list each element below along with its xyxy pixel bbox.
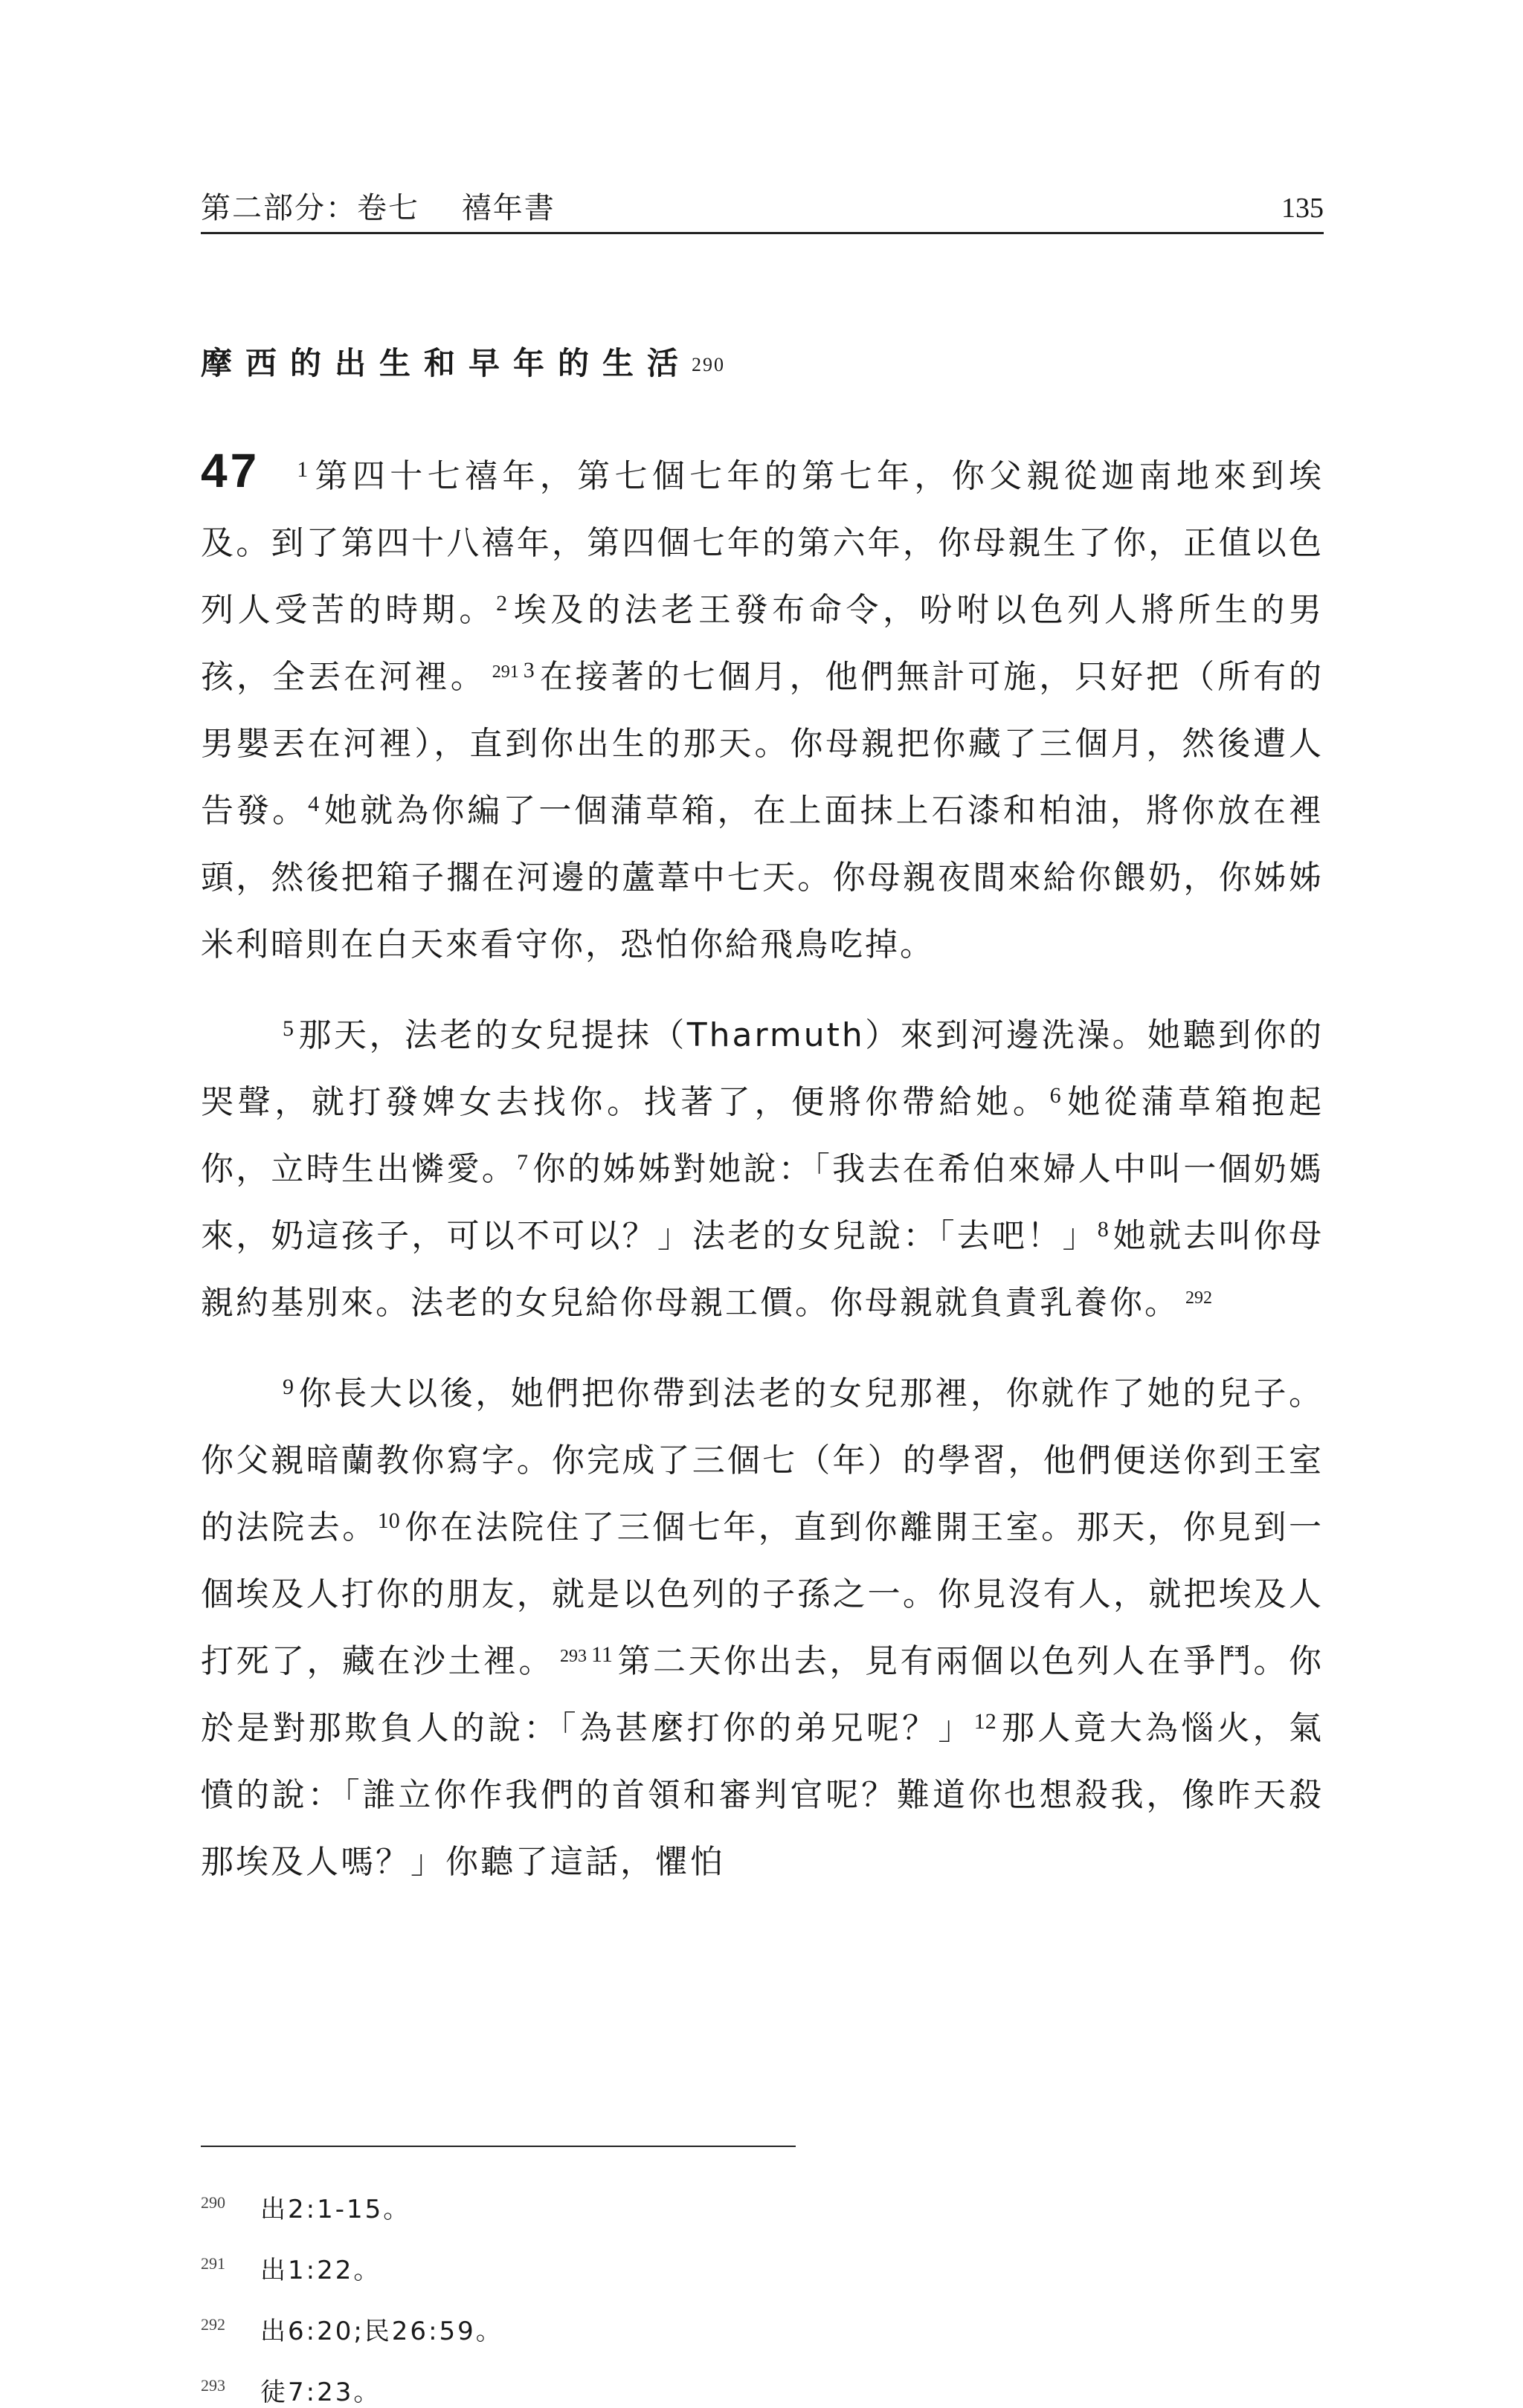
verse-text: 你在法院住了三個七年，直到你離開王室。那天，你見到一個埃及人打你的朋友，就是以色列的子孫之一。你見沒有人，就把埃及人打死了，藏在沙土裡。: [201, 1508, 1324, 1680]
footnote-mark: 293: [201, 2376, 225, 2395]
verse-number: 3: [523, 658, 535, 682]
verse-text: 你的姊姊對她說：「我去在希伯來婦人中叫一個奶媽來，奶這孩子，可以不可以？」法老的女兒說：「去吧！」: [201, 1150, 1324, 1255]
verse-number: 4: [308, 792, 320, 816]
verse-text: 第二天你出去，見有兩個以色列人在爭鬥。你於是對那欺負人的說：「為甚麼打你的弟兄呢？」: [201, 1642, 1324, 1747]
footnote-ref: 291: [492, 662, 519, 682]
verse-text: 那天，法老的女兒提抹（Tharmuth）來到河邊洗澡。她聽到你的哭聲，就打發婢女去找你。找著了，便將你帶給她。: [201, 1016, 1324, 1121]
verse-number: 9: [283, 1375, 294, 1399]
verse-number: 12: [973, 1709, 996, 1734]
verse-number: 2: [496, 591, 508, 616]
footnote-text: 出6:20;民26:59。: [260, 2317, 503, 2346]
footnote-ref: 293: [560, 1647, 587, 1666]
footnote-text: 出2:1-15。: [260, 2195, 411, 2224]
section-heading: [201, 339, 725, 384]
verse-number: 1: [297, 457, 309, 482]
footnote-rule: [201, 2146, 796, 2147]
running-title: 第二部分：卷七 禧年書: [201, 191, 556, 225]
verse-text: 第四十七禧年，第七個七年的第七年，你父親從迦南地來到埃及。到了第四十八禧年，第四個七年的第六年，你母親生了你，正值以色列人受苦的時期。: [201, 457, 1324, 629]
verse-number: 5: [283, 1016, 294, 1041]
footnote-text: 出1:22。: [260, 2256, 381, 2285]
verse-number: 6: [1049, 1083, 1061, 1108]
verse-number: 10: [377, 1508, 400, 1533]
header-rule: [201, 232, 1324, 234]
verse-text: 埃及的法老王發布命令，吩咐以色列人將所生的男孩，全丟在河裡。: [201, 591, 1324, 696]
verse-text: 在接著的七個月，他們無計可施，只好把（所有的男嬰丟在河裡），直到你出生的那天。你母親把你藏了三個月，然後遭人告發。: [201, 658, 1324, 830]
verse-number: 11: [591, 1642, 613, 1667]
verse-number: 7: [516, 1150, 528, 1175]
verse-text: 你長大以後，她們把你帶到法老的女兒那裡，你就作了她的兒子。你父親暗蘭教你寫字。你完成了三個七（年）的學習，他們便送你到王室的法院去。: [201, 1375, 1324, 1546]
verse-text: 她就去叫你母親約基別來。法老的女兒給你母親工價。你母親就負責乳養你。: [201, 1217, 1324, 1322]
running-header: [201, 184, 1324, 232]
chapter-number: 47: [201, 444, 260, 497]
verse-text: 她就為你編了一個蒲草箱，在上面抹上石漆和柏油，將你放在裡頭，然後把箱子擱在河邊的蘆葦中七天。你母親夜間來給你餵奶，你姊姊米利暗則在白天來看守你，恐怕你給飛鳥吃掉。: [201, 792, 1324, 963]
paragraph: [201, 437, 1324, 978]
verse-text: 她從蒲草箱抱起你，立時生出憐愛。: [201, 1083, 1324, 1188]
footnote-ref: 292: [1185, 1288, 1212, 1308]
verse-text: 那人竟大為惱火，氣憤的說：「誰立你作我們的首領和審判官呢？難道你也想殺我，像昨天殺那埃及人嗎？」你聽了這話，懼怕: [201, 1709, 1324, 1881]
paragraph: [201, 1360, 1324, 1896]
footnote-mark: 290: [201, 2193, 225, 2212]
footnote-mark: 292: [201, 2315, 225, 2334]
footnote-text: 徒7:23。: [260, 2378, 381, 2407]
section-footnote-ref: 290: [692, 354, 726, 375]
paragraph: [201, 1002, 1324, 1337]
body-text: [201, 437, 1324, 1896]
section-title: 摩西的出生和早年的生活: [201, 345, 692, 381]
footnote-mark: 291: [201, 2254, 225, 2273]
page-number: 135: [1281, 193, 1324, 224]
verse-number: 8: [1097, 1217, 1109, 1242]
